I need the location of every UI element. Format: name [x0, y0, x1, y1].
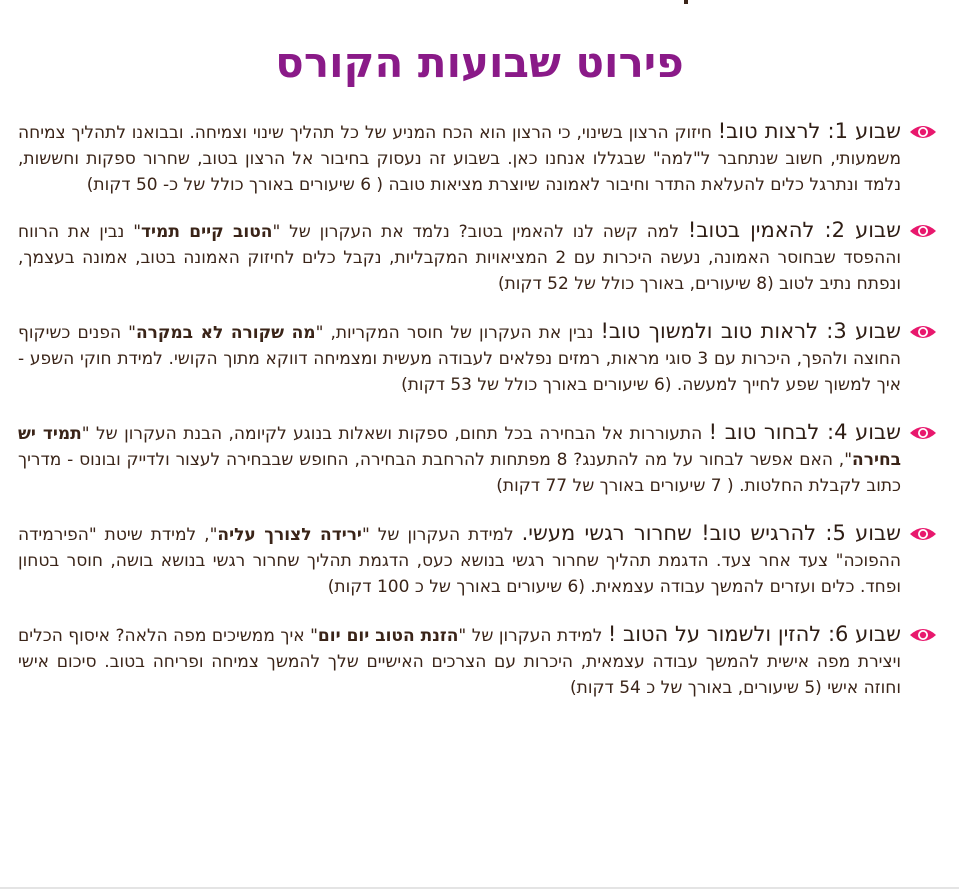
- week-item-3: [18, 318, 959, 398]
- top-mark: [684, 0, 688, 4]
- principle-name: ירידה לצורך עליה: [217, 525, 362, 545]
- week-description-cont: " איך ממשיכים מפה הלאה? איסוף הכלים ויצירת מפה אישית להמשך עבודה עצמאית, היכרות עם הצרכים האישיים שלך להמשך צמיחה ופריחה בטוב. סיכום אישי וחוזה אישי (5 שיעורים, באורך של כ 54 דקות): [18, 626, 901, 698]
- week-description: למה קשה לנו להאמין בטוב? נלמד את העקרון של ": [272, 222, 688, 242]
- principle-name: מה שקורה לא במקרה: [135, 323, 316, 343]
- weeks-list: [18, 118, 959, 722]
- week-item-4: [18, 419, 959, 499]
- week-description: למידת העקרון של ": [361, 525, 522, 545]
- week-item-6: [18, 621, 959, 701]
- week-item-1: [18, 118, 959, 198]
- bottom-divider: [0, 887, 959, 889]
- eye-icon: [909, 627, 937, 643]
- principle-name: תמיד יש בחירה: [18, 424, 901, 470]
- principle-name: הזנת הטוב יום יום: [317, 626, 459, 646]
- week-title: שבוע 1: לרצות טוב!: [717, 119, 901, 143]
- week-title: שבוע 4: לבחור טוב !: [708, 420, 902, 444]
- eye-icon: [909, 425, 937, 441]
- week-description: נבין את העקרון של חוסר המקריות, ": [315, 323, 601, 343]
- week-description-cont: ", למידת שיטת "הפירמידה ההפוכה" צעד אחר צעד. הדגמת תהליך שחרור רגשי בנושא כעס, הדגמת תהליך שחרור רגשי בנושא בושה, חוסר בטחון ופחד. כלים ועזרים להמשך עבודה עצמאית. (6 שיעורים באורך של כ 100 דקות): [18, 525, 901, 597]
- page-title: פירוט שבועות הקורס: [275, 38, 684, 87]
- week-item-5: [18, 520, 959, 600]
- week-description-cont: ", האם אפשר לבחור על מה להתענג? 8 מפתחות להרחבת הבחירה, החופש שבבחירה לעצור ולדייק ובונוס - מדריך כתוב לקבלת החלטות. ( 7 שיעורים באורך של 77 דקות): [18, 450, 901, 496]
- week-description-cont: " הפנים כשיקוף החוצה ולהפך, היכרות עם 3 סוגי מראות, רמזים נפלאים לעבודה מעשית ומצמיחה דווקא מתוך הקושי. למידת חוקי השפע - איך למשוך שפע לחייך למעשה. (6 שיעורים באורך כולל של 53 דקות): [18, 323, 901, 395]
- week-description: חיזוק הרצון בשינוי, כי הרצון הוא הכח המניע של כל תהליך שינוי וצמיחה. ובבואנו לתהליך צמיחה משמעותי, חשוב שנתחבר ל"למה" שבגללו אנחנו כאן. בשבוע זה נעסוק בחיבור אל הרצון בטוב, שחרור ספקות וחששות, נלמד ונתרגל כלים להעלאת התדר וחיבור לאמונה שיוצרת מציאות טובה ( 6 שיעורים באורך כולל של כ- 50 דקות): [18, 123, 901, 195]
- week-title: שבוע 3: לראות טוב ולמשוך טוב!: [600, 319, 901, 343]
- week-title: שבוע 2: להאמין בטוב!: [687, 218, 902, 242]
- eye-icon: [909, 526, 937, 542]
- eye-icon: [909, 324, 937, 340]
- eye-icon: [909, 124, 937, 140]
- eye-icon: [909, 223, 937, 239]
- week-description: התעוררות אל הבחירה בכל תחום, ספקות ושאלות בנוגע לקיומה, הבנת העקרון של ": [81, 424, 709, 444]
- week-description: למידת העקרון של ": [458, 626, 608, 646]
- week-item-2: [18, 217, 959, 297]
- principle-name: הטוב קיים תמיד: [141, 222, 273, 242]
- week-description-cont: " נבין את הרווח וההפסד שבחוסר האמונה, נעשה היכרות עם 2 המציאויות המקבליות, נקבל כלים לחיזוק האמונה בטוב, אמונה בעצמך, ונפתח נתיב לטוב (8 שיעורים, באורך כולל של 52 דקות): [18, 222, 901, 294]
- week-title: שבוע 6: להזין ולשמור על הטוב !: [607, 622, 902, 646]
- week-title: שבוע 5: להרגיש טוב! שחרור רגשי מעשי.: [521, 521, 902, 545]
